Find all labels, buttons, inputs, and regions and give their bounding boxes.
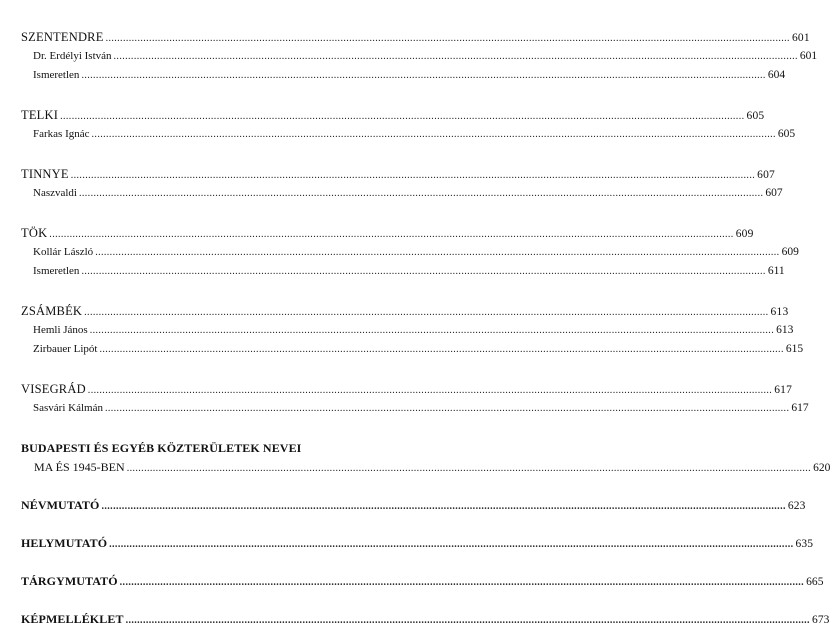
toc-subentry[interactable]	[21, 399, 809, 418]
toc-entry-telki[interactable]	[21, 106, 765, 125]
dot-leader: ............................................................................................................................................................................................................................................	[119, 577, 805, 588]
toc-entry-budapesti-heading[interactable]	[21, 439, 463, 458]
toc-entry-helymutato[interactable]	[21, 534, 814, 553]
toc-entry-targymutato[interactable]	[21, 572, 824, 591]
entry-title: NÉVMUTATÓ	[21, 498, 100, 512]
dot-leader: ............................................................................................................................................................................................................................................	[60, 111, 745, 122]
spacer	[21, 85, 463, 106]
page-number: 605	[777, 128, 796, 140]
dot-leader: ............................................................................................................................................................................................................................................	[104, 403, 790, 414]
toc-subentry[interactable]	[21, 184, 783, 203]
entry-title: HELYMUTATÓ	[21, 536, 108, 550]
page-number: 673	[811, 614, 830, 626]
toc-subentry[interactable]	[21, 340, 804, 359]
page-number: 613	[770, 306, 789, 318]
entry-title: BUDAPESTI ÉS EGYÉB KÖZTERÜLETEK NEVEI	[21, 441, 302, 455]
dot-leader: ............................................................................................................................................................................................................................................	[84, 307, 769, 318]
entry-title: TÁRGYMUTATÓ	[21, 574, 118, 588]
page-number: 609	[735, 228, 754, 240]
toc-subentry[interactable]	[21, 262, 785, 281]
entry-label: Farkas Ignác	[33, 128, 90, 140]
toc-entry-szentendre[interactable]	[21, 28, 810, 47]
page-number: 617	[791, 402, 809, 414]
spacer	[21, 281, 463, 302]
page-number: 601	[799, 50, 818, 62]
toc-subentry[interactable]	[21, 321, 794, 340]
spacer	[21, 418, 463, 439]
dot-leader: ............................................................................................................................................................................................................................................	[87, 385, 773, 396]
dot-leader: ............................................................................................................................................................................................................................................	[49, 229, 734, 240]
entry-label: Zirbauer Lipót	[33, 343, 98, 355]
page-number: 615	[785, 343, 804, 355]
page-number: 604	[767, 69, 786, 81]
entry-title: TÖK	[21, 226, 48, 240]
dot-leader: ............................................................................................................................................................................................................................................	[113, 51, 798, 62]
dot-leader: ............................................................................................................................................................................................................................................	[109, 539, 794, 550]
page-number: 605	[746, 110, 765, 122]
toc-entry-visegrad[interactable]	[21, 380, 793, 399]
toc-subentry[interactable]	[21, 243, 799, 262]
entry-label: Ismeretlen	[33, 69, 80, 81]
page-number: 665	[806, 576, 824, 588]
toc-subentry[interactable]	[21, 125, 796, 144]
toc-entry-zsambek[interactable]	[21, 302, 789, 321]
toc-entry-nevmutato[interactable]	[21, 496, 806, 515]
toc-entry-budapesti[interactable]	[21, 458, 830, 477]
toc-entry-tok[interactable]	[21, 224, 754, 243]
entry-label: Ismeretlen	[33, 265, 80, 277]
dot-leader: ............................................................................................................................................................................................................................................	[89, 325, 775, 336]
page-number: 623	[787, 500, 806, 512]
entry-label: Sasvári Kálmán	[33, 402, 103, 414]
spacer	[21, 591, 463, 610]
page-number: 607	[765, 187, 783, 199]
spacer	[21, 203, 463, 224]
dot-leader: ............................................................................................................................................................................................................................................	[101, 501, 786, 512]
toc-entry-kepmelleklet[interactable]	[21, 610, 830, 629]
page-number: 607	[757, 169, 775, 181]
page-number: 635	[795, 538, 814, 550]
page-number: 611	[767, 265, 785, 277]
entry-title: VISEGRÁD	[21, 382, 86, 396]
dot-leader: ............................................................................................................................................................................................................................................	[99, 344, 784, 355]
page-number: 613	[776, 324, 794, 336]
entry-title: TINNYE	[21, 167, 69, 181]
dot-leader: ............................................................................................................................................................................................................................................	[105, 33, 790, 44]
toc-subentry[interactable]	[21, 66, 786, 85]
entry-label: Naszvaldi	[33, 187, 77, 199]
entry-title: TELKI	[21, 108, 59, 122]
entry-title: ZSÁMBÉK	[21, 304, 83, 318]
page-number: 601	[791, 32, 810, 44]
dot-leader: ............................................................................................................................................................................................................................................	[78, 188, 764, 199]
entry-label: Dr. Erdélyi István	[33, 50, 112, 62]
spacer	[21, 515, 463, 534]
page-number: 620	[813, 462, 830, 474]
spacer	[21, 144, 463, 165]
dot-leader: ............................................................................................................................................................................................................................................	[70, 170, 756, 181]
dot-leader: ............................................................................................................................................................................................................................................	[81, 70, 766, 81]
dot-leader: ............................................................................................................................................................................................................................................	[81, 266, 766, 277]
entry-label: Hemli János	[33, 324, 88, 336]
table-of-contents	[21, 28, 830, 629]
spacer	[21, 359, 463, 380]
dot-leader: ............................................................................................................................................................................................................................................	[95, 247, 780, 258]
toc-subentry[interactable]	[21, 47, 818, 66]
entry-title: SZENTENDRE	[21, 30, 104, 44]
spacer	[21, 477, 463, 496]
dot-leader: ............................................................................................................................................................................................................................................	[125, 615, 810, 626]
spacer	[21, 553, 463, 572]
entry-title-continued: MA ÉS 1945-BEN	[34, 460, 125, 474]
toc-entry-tinnye[interactable]	[21, 165, 775, 184]
dot-leader: ............................................................................................................................................................................................................................................	[126, 463, 812, 474]
page-number: 609	[781, 246, 799, 258]
entry-title: KÉPMELLÉKLET	[21, 612, 124, 626]
entry-label: Kollár László	[33, 246, 94, 258]
dot-leader: ............................................................................................................................................................................................................................................	[91, 129, 776, 140]
page-number: 617	[774, 384, 793, 396]
